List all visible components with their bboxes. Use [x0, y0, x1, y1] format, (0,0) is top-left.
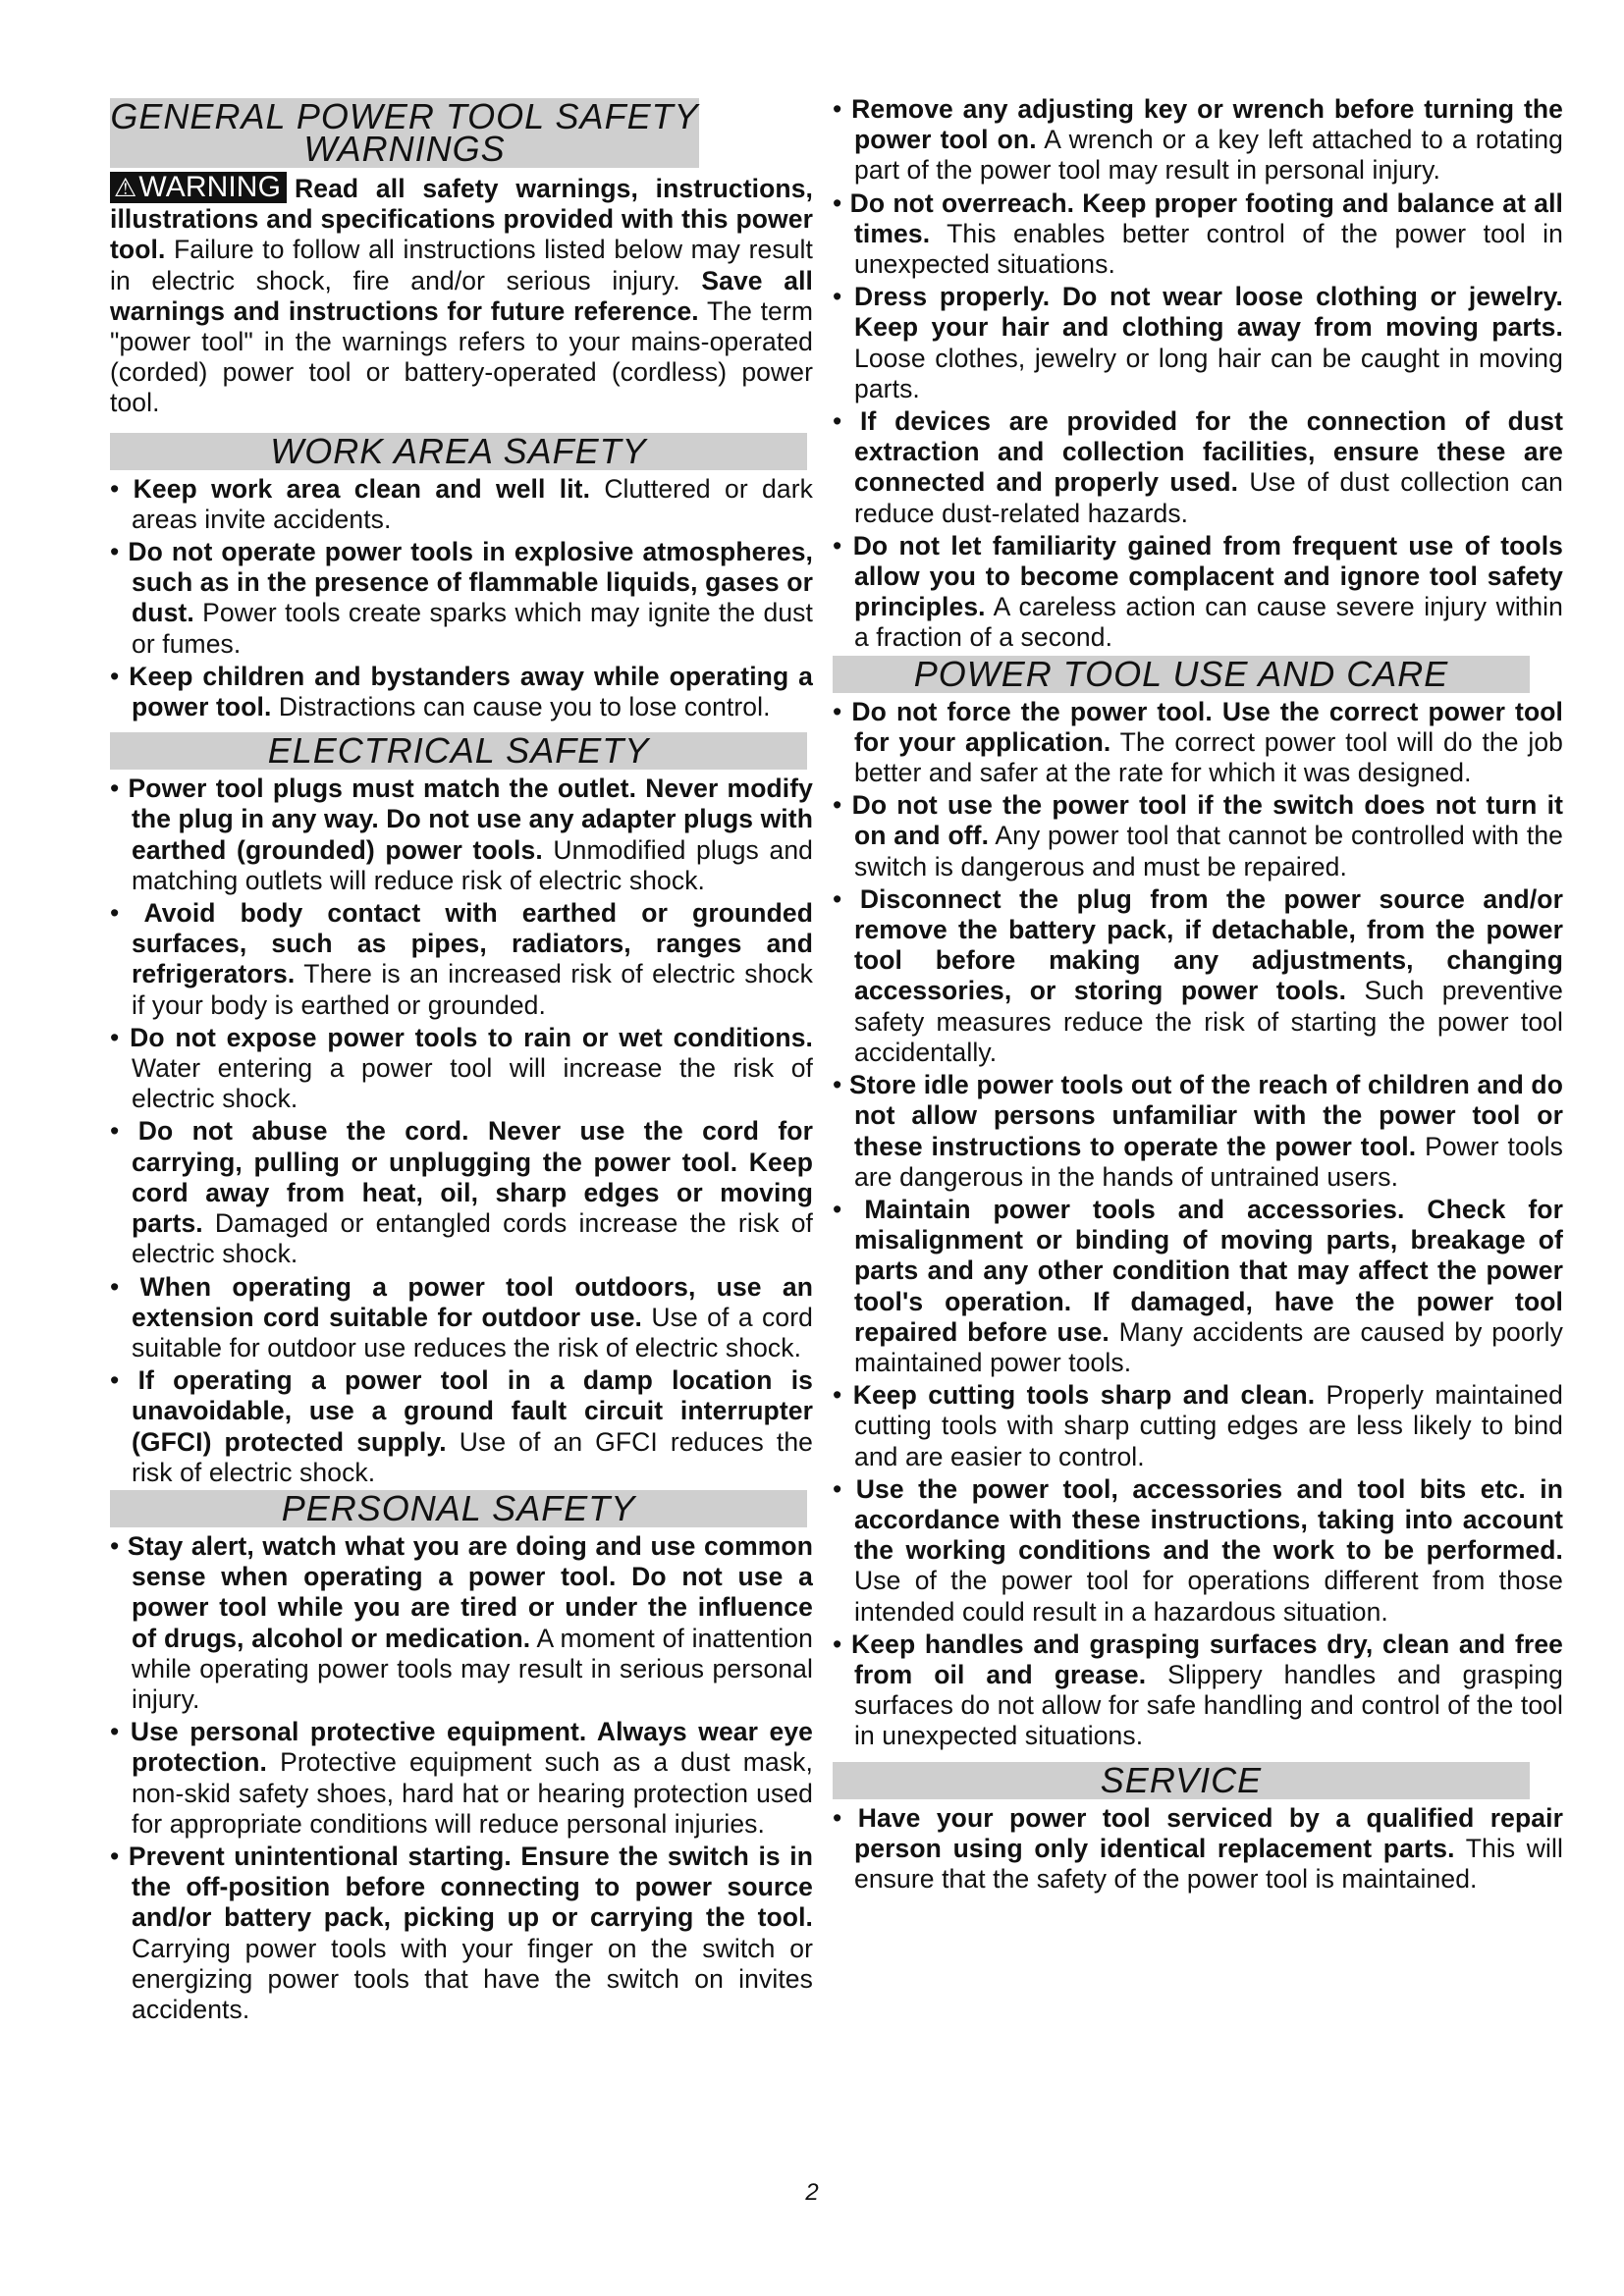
list-item: • Do not use the power tool if the switch does not turn it on and off. Any power tool that cannot be controlled with the switch is dangerous and must be repaired.: [833, 790, 1563, 881]
item-text: The correct power tool will do the job better and safer at the rate for which it was designed.: [854, 726, 1563, 788]
item-bold: Prevent unintentional starting. Ensure the switch is in the off-position before connecting to power source and/or battery pack, picking up or carrying the tool.: [128, 1841, 814, 1933]
use-care-list: [833, 697, 1563, 1752]
item-text: There is an increased risk of electric shock if your body is earthed or grounded.: [132, 959, 813, 1020]
heading-use-care: POWER TOOL USE AND CARE: [833, 656, 1530, 693]
list-item: • Store idle power tools out of the reach of children and do not allow persons unfamiliar with the power tool or these instructions to operate the power tool. Power tools are dangerous in the hands of untrained users.: [833, 1070, 1564, 1192]
intro-text-2: The term "power tool" in the warnings refers to your mains-operated (corded) power tool or battery-operated (cordless) power tool.: [110, 295, 813, 418]
warning-badge: [110, 172, 287, 203]
list-item: • Keep cutting tools sharp and clean. Properly maintained cutting tools with sharp cutting edges are less likely to bind and are easier to control.: [833, 1380, 1563, 1471]
list-item: • When operating a power tool outdoors, use an extension cord suitable for outdoor use. Use of a cord suitable for outdoor use reduces the risk of electric shock.: [110, 1271, 813, 1362]
item-bold: Store idle power tools out of the reach of children and do not allow persons unfamiliar with the power tool or these instructions to operate the power tool.: [848, 1070, 1564, 1161]
item-bold: Use the power tool, accessories and tool bits etc. in accordance with these instructions, taking into account the working conditions and the work to be performed.: [854, 1473, 1564, 1566]
intro-bold-1: Read all safety warnings, instructions, illustrations and specifications provided with this power tool.: [110, 174, 813, 265]
item-bold: Do not force the power tool. Use the correct power tool for your application.: [851, 696, 1563, 757]
list-item: • Dress properly. Do not wear loose clothing or jewelry. Keep your hair and clothing away from moving parts. Loose clothes, jewelry or long hair can be caught in moving parts.: [833, 282, 1563, 403]
item-bold: Have your power tool serviced by a qualified repair person using only identical replacement parts.: [854, 1802, 1563, 1863]
item-bold: Keep work area clean and well lit.: [133, 473, 591, 504]
item-bold: Keep cutting tools sharp and clean.: [852, 1380, 1316, 1411]
heading-electrical: ELECTRICAL SAFETY: [110, 732, 807, 770]
item-text: A careless action can cause severe injury within a fraction of a second.: [854, 592, 1563, 653]
heading-service: SERVICE: [833, 1762, 1530, 1799]
item-bold: Do not overreach. Keep proper footing and balance at all times.: [849, 187, 1563, 248]
list-item: • Keep handles and grasping surfaces dry, clean and free from oil and grease. Slippery handles and grasping surfaces do not allow for safe handling and control of the tool in unexpected situations.: [833, 1629, 1563, 1751]
list-item: • Remove any adjusting key or wrench before turning the power tool on. A wrench or a key left attached to a rotating part of the power tool may result in personal injury.: [833, 94, 1563, 186]
item-bold: Disconnect the plug from the power source and/or remove the battery pack, if detachable, from the power tool before making any adjustments, changing accessories, or storing power tools.: [854, 883, 1563, 1006]
item-text: Loose clothes, jewelry or long hair can be caught in moving parts.: [854, 343, 1563, 403]
item-bold: Remove any adjusting key or wrench before turning the power tool on.: [851, 94, 1563, 155]
item-text: Carrying power tools with your finger on the switch or energizing power tools that have the switch on invites accidents.: [132, 1933, 813, 2024]
list-item: • Do not let familiarity gained from frequent use of tools allow you to become complacent and ignore tool safety principles. A careless action can cause severe injury within a fraction of a second.: [833, 530, 1564, 653]
item-text: Any power tool that cannot be controlled with the switch is dangerous and must be repaired.: [854, 821, 1563, 881]
list-item: • Stay alert, watch what you are doing and use common sense when operating a power tool. Do not use a power tool while you are tired or under the influence of drugs, alcohol or medication. A moment of inattention while operating power tools may result in serious personal injury.: [110, 1530, 813, 1714]
item-text: Power tools create sparks which may ignite the dust or fumes.: [132, 598, 813, 659]
item-text: Power tools are dangerous in the hands of untrained users.: [854, 1131, 1563, 1192]
electrical-list: [110, 774, 813, 1488]
item-bold: Keep handles and grasping surfaces dry, clean and free from oil and grease.: [851, 1629, 1563, 1689]
item-bold: If devices are provided for the connection of dust extraction and collection facilities, ensure these are connected and properly used.: [854, 406, 1563, 498]
intro-text-1: Failure to follow all instructions listed below may result in electric shock, fire and/or serious injury.: [110, 235, 813, 295]
item-bold: Do not expose power tools to rain or wet conditions.: [130, 1022, 814, 1052]
list-item: • Disconnect the plug from the power source and/or remove the battery pack, if detachable, from the power tool before making any adjustments, changing accessories, or storing power tools. Such preventive safety measures reduce the risk of starting the power tool accidentally.: [833, 883, 1563, 1067]
list-item: • If devices are provided for the connection of dust extraction and collection facilities, ensure these are connected and properly used. Use of dust collection can reduce dust-related hazards.: [833, 406, 1564, 528]
list-item: • Do not expose power tools to rain or wet conditions. Water entering a power tool will increase the risk of electric shock.: [110, 1022, 814, 1114]
right-column: [833, 94, 1563, 1896]
service-list: [833, 1803, 1563, 1896]
item-text: Use of an GFCI reduces the risk of electric shock.: [132, 1426, 814, 1487]
item-text: A wrench or a key left attached to a rotating part of the power tool may result in personal injury.: [854, 125, 1563, 186]
list-item: • Keep work area clean and well lit. Cluttered or dark areas invite accidents.: [110, 473, 813, 534]
item-bold: Do not abuse the cord. Never use the cord for carrying, pulling or unplugging the power tool. Keep cord away from heat, oil, sharp edges or moving parts.: [132, 1116, 813, 1239]
item-text: Properly maintained cutting tools with sharp cutting edges are less likely to bind and are easier to control.: [854, 1380, 1563, 1471]
list-item: • Prevent unintentional starting. Ensure the switch is in the off-position before connecting to power source and/or battery pack, picking up or carrying the tool. Carrying power tools with your finger on the switch or energizing power tools that have the switch on invites accidents.: [110, 1841, 814, 2024]
personal-list: [110, 1531, 813, 2025]
item-bold: If operating a power tool in a damp location is unavoidable, use a ground fault circuit interrupter (GFCI) protected supply.: [132, 1365, 813, 1457]
intro-bold-2: Save all warnings and instructions for future reference.: [110, 265, 813, 326]
heading-personal: PERSONAL SAFETY: [110, 1490, 807, 1527]
item-bold: Do not let familiarity gained from frequent use of tools allow you to become complacent and ignore tool safety principles.: [852, 530, 1564, 622]
personal-continued-list: [833, 94, 1563, 654]
item-text: Damaged or entangled cords increase the risk of electric shock.: [132, 1208, 813, 1269]
item-bold: Do not use the power tool if the switch does not turn it on and off.: [851, 790, 1563, 851]
item-text: Such preventive safety measures reduce the risk of starting the power tool accidentally.: [854, 976, 1563, 1067]
item-bold: Do not operate power tools in explosive atmospheres, such as in the presence of flammable liquids, gases or dust.: [128, 537, 814, 628]
list-item: • Do not force the power tool. Use the correct power tool for your application. The correct power tool will do the job better and safer at the rate for which it was designed.: [833, 696, 1563, 788]
item-text: Slippery handles and grasping surfaces do not allow for safe handling and control of the tool in unexpected situations.: [854, 1659, 1563, 1751]
item-bold: Stay alert, watch what you are doing and use common sense when operating a power tool. Do not use a power tool while you are tired or under the influence of drugs, alcohol or medication.: [127, 1530, 813, 1653]
item-bold: Keep children and bystanders away while operating a power tool.: [129, 661, 813, 722]
page-number: 2: [805, 2179, 819, 2206]
item-text: Water entering a power tool will increase the risk of electric shock.: [132, 1053, 813, 1114]
item-bold: Avoid body contact with earthed or grounded surfaces, such as pipes, radiators, ranges and refrigerators.: [132, 898, 814, 989]
item-bold: When operating a power tool outdoors, use an extension cord suitable for outdoor use.: [132, 1271, 813, 1332]
item-text: Use of the power tool for operations different from those intended could result in a hazardous situation.: [854, 1566, 1563, 1627]
list-item: • Have your power tool serviced by a qualified repair person using only identical replacement parts. This will ensure that the safety of the power tool is maintained.: [833, 1802, 1563, 1894]
warning-label: WARNING: [138, 171, 281, 203]
item-text: Distractions can cause you to lose control.: [271, 692, 771, 722]
list-item: • If operating a power tool in a damp location is unavoidable, use a ground fault circuit interrupter (GFCI) protected supply. Use of an GFCI reduces the risk of electric shock.: [110, 1365, 814, 1487]
list-item: • Power tool plugs must match the outlet. Never modify the plug in any way. Do not use any adapter plugs with earthed (grounded) power tools. Unmodified plugs and matching outlets will reduce risk of electric shock.: [110, 774, 814, 895]
item-bold: Maintain power tools and accessories. Check for misalignment or binding of moving parts, breakage of parts and any other condition that may affect the power tool's operation. If damaged, have the power tool repaired before use.: [854, 1194, 1564, 1347]
item-text: Many accidents are caused by poorly maintained power tools.: [854, 1316, 1563, 1377]
item-text: A moment of inattention while operating power tools may result in serious personal injury.: [132, 1623, 813, 1714]
item-text: This enables better control of the power tool in unexpected situations.: [854, 218, 1563, 280]
list-item: • Do not operate power tools in explosive atmospheres, such as in the presence of flammable liquids, gases or dust. Power tools create sparks which may ignite the dust or fumes.: [110, 537, 814, 659]
list-item: • Do not overreach. Keep proper footing and balance at all times. This enables better control of the power tool in unexpected situations.: [833, 187, 1563, 280]
list-item: • Do not abuse the cord. Never use the cord for carrying, pulling or unplugging the power tool. Keep cord away from heat, oil, sharp edges or moving parts. Damaged or entangled cords increase the risk of electric shock.: [110, 1116, 813, 1269]
left-column: [110, 98, 813, 2027]
list-item: • Avoid body contact with earthed or grounded surfaces, such as pipes, radiators, ranges and refrigerators. There is an increased risk of electric shock if your body is earthed or grounded.: [110, 898, 814, 1020]
intro-paragraph: [110, 172, 813, 419]
heading-general-safety: GENERAL POWER TOOL SAFETY WARNINGS: [110, 96, 699, 169]
item-bold: Use personal protective equipment. Always wear eye protection.: [130, 1717, 814, 1778]
list-item: • Keep children and bystanders away while operating a power tool. Distractions can cause you to lose control.: [110, 661, 813, 722]
item-text: Use of dust collection can reduce dust-related hazards.: [854, 467, 1564, 528]
item-text: Use of a cord suitable for outdoor use reduces the risk of electric shock.: [132, 1302, 813, 1362]
heading-work-area: WORK AREA SAFETY: [110, 433, 807, 470]
item-text: This will ensure that the safety of the power tool is maintained.: [854, 1833, 1563, 1894]
list-item: • Use the power tool, accessories and tool bits etc. in accordance with these instructions, taking into account the working conditions and the work to be performed. Use of the power tool for operations different from those intended could result in a hazardous situation.: [833, 1473, 1564, 1627]
item-bold: Power tool plugs must match the outlet. Never modify the plug in any way. Do not use any adapter plugs with earthed (grounded) power tools.: [128, 774, 813, 865]
list-item: • Use personal protective equipment. Always wear eye protection. Protective equipment such as a dust mask, non-skid safety shoes, hard hat or hearing protection used for appropriate conditions will reduce personal injuries.: [110, 1717, 814, 1839]
item-text: Unmodified plugs and matching outlets will reduce risk of electric shock.: [132, 834, 814, 895]
item-text: Protective equipment such as a dust mask, non-skid safety shoes, hard hat or hearing protection used for appropriate conditions will reduce personal injuries.: [132, 1747, 813, 1839]
item-text: Cluttered or dark areas invite accidents.: [132, 473, 813, 534]
work-area-list: [110, 474, 813, 723]
warning-triangle-icon: ⚠: [114, 173, 137, 202]
list-item: • Maintain power tools and accessories. Check for misalignment or binding of moving parts, breakage of parts and any other condition that may affect the power tool's operation. If damaged, have the power tool repaired before use. Many accidents are caused by poorly maintained power tools.: [833, 1194, 1564, 1377]
item-bold: Dress properly. Do not wear loose clothing or jewelry. Keep your hair and clothing away from moving parts.: [854, 282, 1563, 343]
